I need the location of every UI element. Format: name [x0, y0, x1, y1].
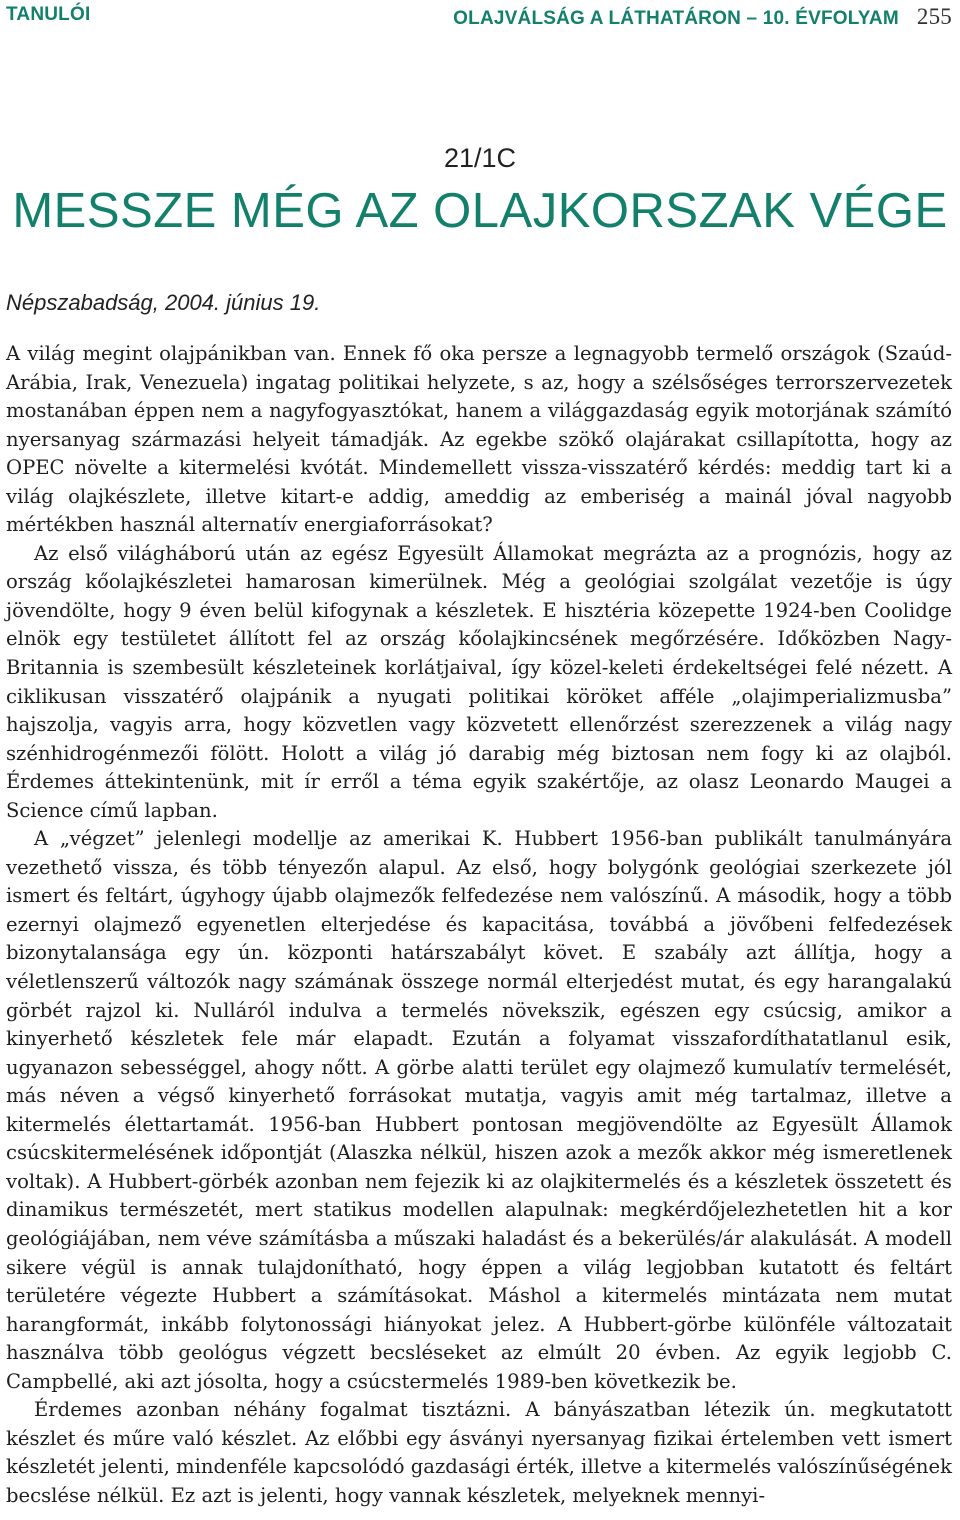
header-chapter-title: OLAJVÁLSÁG A LÁTHATÁRON – 10. ÉVFOLYAM — [453, 8, 899, 29]
paragraph-3: A „végzet” jelenlegi modellje az amerikai K. Hubbert 1956-ban publikált tanulmányára vezethető vissza, és több tényezőn alapul. Az első, hogy bolygónk geológiai szerkezete jól ismert és feltárt, úgyhogy újabb olajmezők felfedezése nem valószínű. A második, hogy a több ezernyi olajmező egyenetlen elterjedése és kapacitása, továbbá a jövőbeni felfedezések bizonytalansága egy ún. központi határszabályt követ. E szabály azt állítja, hogy a véletlenszerű változók nagy számának összege normál elterjedést mutat, és egy harangalakú görbét rajzol ki. Nulláról indulva a termelés növekszik, egészen egy csúcsig, amikor a kinyerhető készletek fele már elapadt. Ezután a folyamat visszafordíthatatlanul esik, ugyanazon sebességgel, ahogy nőtt. A görbe alatti terület egy olajmező kumulatív termelését, más néven a végső kinyerhető forrásokat mutatja, vagyis amit még tartalmaz, illetve a kitermelés élettartamát. 1956-ban Hubbert pontosan megjövendölte az Egyesült Államok csúcskitermelésének időpontját (Alaszka nélkül, hiszen azok a mezők akkor még ismeretlenek voltak). A Hubbert-görbék azonban nem fejezik ki az olajkitermelés és a készletek összetett és dinamikus természetét, mert statikus modellen alapulnak: megkérdőjelezhetetlen hit a kor geológiájában, nem véve számításba a műszaki haladást és a bekerülés/ár alakulását. A modell sikere végül is annak tulajdonítható, hogy éppen a világ legjobban kutatott és feltárt területére végezte Hubbert a számításokat. Máshol a kitermelés mintázata nem mutat harangformát, inkább folytonossági hiányokat jelez. A Hubbert-görbe különféle változatait használva több geológus végzett becsléseket az elmúlt 20 évben. Az egyik legjobb C. Campbellé, aki azt jósolta, hogy a csúcstermelés 1989-ben következik be. — [6, 827, 952, 1393]
header-section-label: TANULÓI — [6, 4, 91, 25]
paragraph-2: Az első világháború után az egész Egyesült Államokat megrázta az a prognózis, hogy az ország kőolajkészletei hamarosan kimerülnek. Még a geológiai szolgálat vezetője is úgy jövendölte, hogy 9 éven belül kifogynak a készletek. E hisztéria közepette 1924-ben Coolidge elnök egy testületet állított fel az ország kőolajkincsének megőrzésére. Időközben Nagy-Britannia is szembesült készleteinek korlátjaival, így közel-keleti érdekeltségei felé nézett. A ciklikusan visszatérő olajpánik a nyugati politikai köröket afféle „olajimperializmusba” hajszolja, vagyis arra, hogy közvetlen vagy közvetett ellenőrzést szerezzenek a világ nagy szénhidrogénmezői fölött. Holott a világ jó darabig még biztosan nem fogy ki az olajból. Érdemes áttekintenünk, mit ír erről a téma egyik szakértője, az olasz Leonardo Maugei a Science című lapban. — [6, 541, 952, 822]
page-number: 255 — [916, 4, 952, 29]
article-title: MESSZE MÉG AZ OLAJKORSZAK VÉGE — [12, 184, 948, 238]
paragraph-1: A világ megint olajpánikban van. Ennek fő oka persze a legnagyobb termelő országok (Szaúd-Arábia, Irak, Venezuela) ingatag politikai helyzete, s az, hogy a szélsőséges terrorszervezetek mostanában éppen nem a nagyfogyasztókat, hanem a világgazdaság egyik motorjának számító nyersanyag származási helyeit támadják. Az egekbe szökő olajárakat csillapította, hogy az OPEC növelte a kitermelési kvótát. Mindemellett vissza-visszatérő kérdés: meddig tart ki a világ olajkészlete, illetve kitart-e addig, ameddig az emberiség a mainál jóval nagyobb mértékben használ alternatív energiaforrásokat? — [6, 342, 952, 537]
article-body — [6, 340, 952, 1510]
header-chapter — [453, 4, 952, 30]
article-code: 21/1C — [443, 143, 517, 173]
paragraph-4: Érdemes azonban néhány fogalmat tisztázni. A bányászatban létezik ún. megkutatott készlet és műre való készlet. Az előbbi egy ásványi nyersanyag fizikai értelemben vett ismert készletét jelenti, mindenféle kapcsolódó gazdasági érték, illetve a kitermelés valószínűségének becslése nélkül. Ez azt is jelenti, hogy vannak készletek, melyeknek mennyi- — [6, 1398, 952, 1507]
article-source: Népszabadság, 2004. június 19. — [6, 290, 321, 315]
running-header — [6, 0, 952, 30]
